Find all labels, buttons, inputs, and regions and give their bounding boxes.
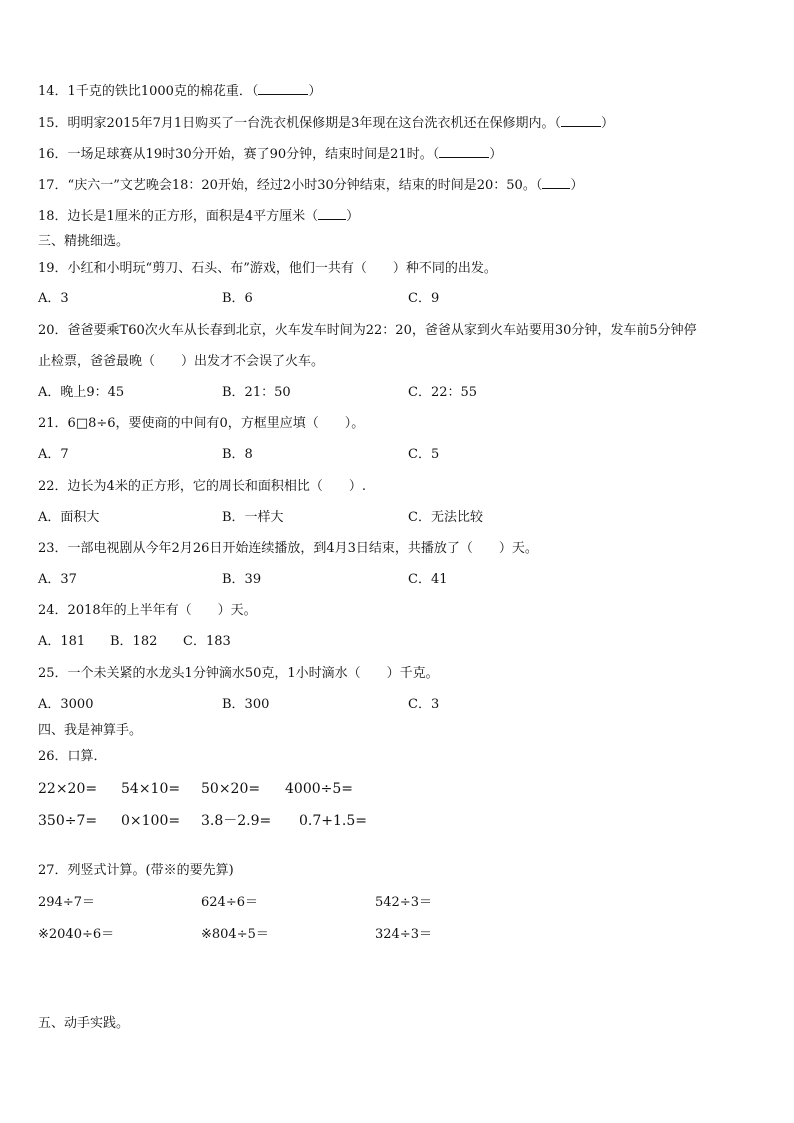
option-b[interactable]: B．182 — [110, 634, 158, 649]
answer-blank[interactable] — [542, 176, 570, 189]
question-20-line-1: 20．爸爸要乘T60次火车从长春到北京，火车发车时间为22：20，爸爸从家到火车站要用30分钟，发车前5分钟停 — [38, 323, 697, 338]
section-5-heading: 五、动手实践。 — [38, 1016, 130, 1031]
calc-item: 50×20= — [201, 781, 261, 797]
question-15: 15．明明家2015年7月1日购买了一台洗衣机保修期是3年现在这台洗衣机还在保修期内。（ ） — [38, 116, 614, 131]
question-23: 23．一部电视剧从今年2月26日开始连续播放，到4月3日结束，共播放了（ ）天。 — [38, 541, 538, 556]
calc-item: 0×100= — [121, 813, 181, 829]
calc-item: ※804÷5＝ — [201, 927, 269, 942]
question-27-title: 27．列竖式计算。(带※的要先算) — [38, 863, 234, 878]
calc-item: 294÷7＝ — [38, 895, 95, 910]
option-a[interactable]: A．3 — [38, 291, 69, 306]
option-c[interactable]: C．9 — [408, 291, 440, 306]
calc-item: 54×10= — [121, 781, 181, 797]
option-c[interactable]: C．无法比较 — [408, 510, 483, 525]
question-17: 17．“庆六一”文艺晚会18：20开始，经过2小时30分钟结束，结束的时间是20：50。（ ） — [38, 178, 584, 193]
answer-blank[interactable] — [439, 145, 489, 158]
option-a[interactable]: A．7 — [38, 447, 69, 462]
answer-blank[interactable] — [258, 82, 308, 95]
question-16: 16．一场足球赛从19时30分开始，赛了90分钟，结束时间是21时。（ ） — [38, 147, 503, 162]
calc-item: 624÷6＝ — [201, 895, 258, 910]
option-b[interactable]: B．300 — [222, 697, 270, 712]
calc-item: ※2040÷6＝ — [38, 927, 115, 942]
option-a[interactable]: A．面积大 — [38, 510, 100, 525]
question-18: 18．边长是1厘米的正方形，面积是4平方厘米（ ） — [38, 209, 360, 224]
option-c[interactable]: C．41 — [408, 572, 448, 587]
option-b[interactable]: B．一样大 — [222, 510, 284, 525]
question-26-title: 26．口算． — [38, 749, 107, 764]
calc-item: 324÷3＝ — [375, 927, 432, 942]
calc-item: 3.8－2.9= — [201, 813, 272, 829]
section-4-heading: 四、我是神算手。 — [38, 723, 143, 738]
calc-item: 542÷3＝ — [375, 895, 432, 910]
option-a[interactable]: A．181 — [38, 634, 86, 649]
question-24: 24．2018年的上半年有（ ）天。 — [38, 603, 257, 618]
option-c[interactable]: C．5 — [408, 447, 440, 462]
option-b[interactable]: B．21：50 — [222, 385, 291, 400]
section-3-heading: 三、精挑细选。 — [38, 234, 130, 249]
question-19: 19．小红和小明玩“剪刀、石头、布”游戏，他们一共有（ ）种不同的出发。 — [38, 261, 497, 276]
question-25: 25．一个未关紧的水龙头1分钟滴水50克，1小时滴水（ ）千克。 — [38, 666, 439, 681]
calc-item: 350÷7= — [38, 813, 98, 829]
option-c[interactable]: C．3 — [408, 697, 440, 712]
question-14: 14．1千克的铁比1000克的棉花重．（ ） — [38, 84, 322, 99]
calc-item: 22×20= — [38, 781, 98, 797]
option-c[interactable]: C．22：55 — [408, 385, 478, 400]
question-22: 22．边长为4米的正方形，它的周长和面积相比（ ）. — [38, 479, 366, 494]
calc-item: 0.7+1.5= — [299, 813, 367, 829]
option-b[interactable]: B．6 — [222, 291, 253, 306]
option-a[interactable]: A．晚上9：45 — [38, 385, 125, 400]
question-21: 21．6□8÷6，要使商的中间有0，方框里应填（ ）。 — [38, 416, 365, 431]
answer-blank[interactable] — [318, 207, 346, 220]
option-a[interactable]: A．37 — [38, 572, 77, 587]
option-b[interactable]: B．8 — [222, 447, 253, 462]
question-20-line-2: 止检票，爸爸最晚（ ）出发才不会误了火车。 — [38, 354, 325, 369]
option-b[interactable]: B．39 — [222, 572, 262, 587]
option-a[interactable]: A．3000 — [38, 697, 94, 712]
option-c[interactable]: C．183 — [183, 634, 231, 649]
calc-item: 4000÷5= — [285, 781, 353, 797]
answer-blank[interactable] — [561, 114, 601, 127]
